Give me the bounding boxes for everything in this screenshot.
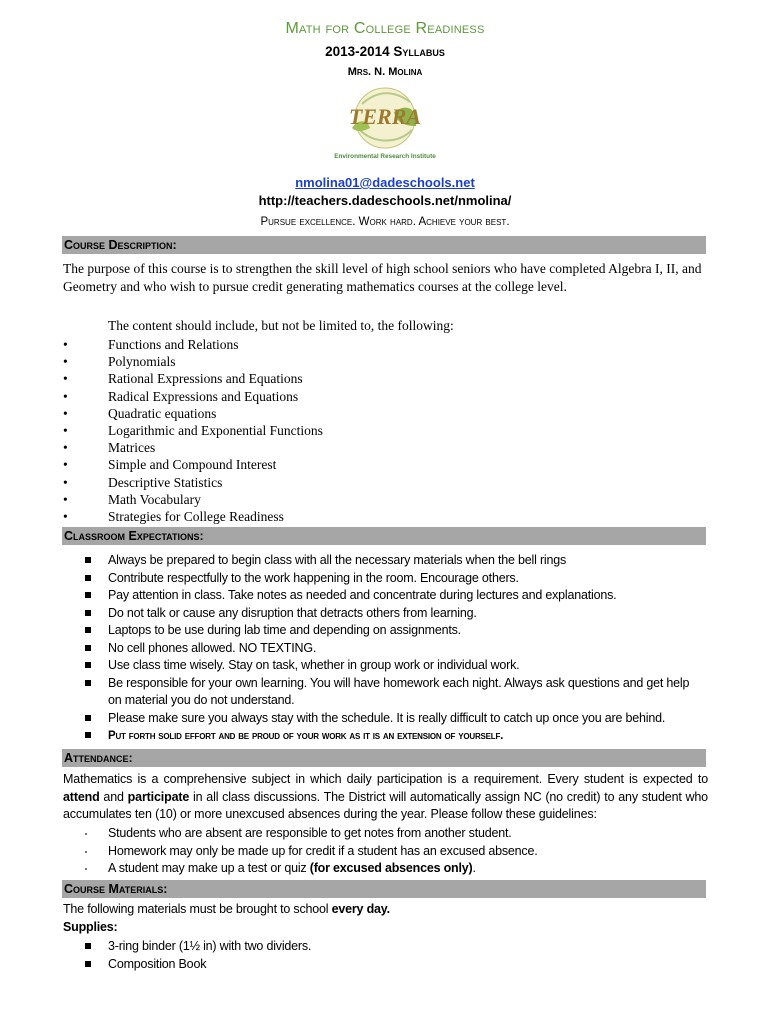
teacher-name: Mrs. N. Molina xyxy=(347,66,423,78)
list-item: 3-ring binder (1½ in) with two dividers. xyxy=(85,937,311,955)
list-item: • Rational Expressions and Equations xyxy=(63,371,303,387)
expectations-list xyxy=(85,552,695,746)
list-item: Put forth solid effort and be proud of your work as it is an extension of yourself. xyxy=(85,727,695,746)
list-item: Use class time wisely. Stay on task, whether in group work or individual work. xyxy=(85,657,695,675)
page-subtitle: 2013-2014 Syllabus xyxy=(325,44,445,59)
list-item: • Radical Expressions and Equations xyxy=(63,388,299,404)
list-item: Always be prepared to begin class with all the necessary materials when the bell rings xyxy=(85,552,695,570)
list-item: Be responsible for your own learning. You will have homework each night. Always ask questions and get help on material you do not understand. xyxy=(85,675,695,710)
list-item: Homework may only be made up for credit if a student has an excused absence. xyxy=(85,843,537,861)
list-item: Composition Book xyxy=(85,955,311,973)
list-item: No cell phones allowed. NO TEXTING. xyxy=(85,640,695,658)
page-title: Math for College Readiness xyxy=(285,20,485,37)
list-item: A student may make up a test or quiz (for excused absences only). xyxy=(85,860,537,878)
list-item: • Simple and Compound Interest xyxy=(63,457,277,473)
section-course-description: Course Description: xyxy=(62,236,706,254)
motto: Pursue excellence. Work hard. Achieve your best. xyxy=(260,216,510,228)
materials-intro: The following materials must be brought to school every day. xyxy=(63,902,390,916)
list-item: Please make sure you always stay with the schedule. It is really difficult to catch up once you are behind. xyxy=(85,710,695,728)
list-item: Laptops to be use during lab time and depending on assignments. xyxy=(85,622,695,640)
list-item: Students who are absent are responsible to get notes from another student. xyxy=(85,825,537,843)
list-item: Do not talk or cause any disruption that detracts others from learning. xyxy=(85,605,695,623)
list-item: • Logarithmic and Exponential Functions xyxy=(63,422,323,438)
website-url[interactable]: http://teachers.dadeschools.net/nmolina/ xyxy=(258,193,512,208)
list-item: • Functions and Relations xyxy=(63,337,239,352)
attendance-guidelines xyxy=(85,825,537,878)
topics-intro: The content should include, but not be limited to, the following: xyxy=(108,318,454,333)
section-course-materials: Course Materials: xyxy=(62,880,706,898)
list-item: • Quadratic equations xyxy=(63,405,217,421)
terra-logo xyxy=(332,82,438,172)
logo-subtext: Environmental Research Institute xyxy=(334,153,436,160)
topics-list xyxy=(63,336,323,525)
list-item: • Descriptive Statistics xyxy=(63,474,223,490)
list-item: • Matrices xyxy=(63,440,156,456)
supplies-list xyxy=(85,937,311,973)
section-classroom-expectations: Classroom Expectations: xyxy=(62,527,706,545)
attendance-text: Mathematics is a comprehensive subject in which daily participation is a requirement. Every student is expected to attend and participate in all class discussions. The District will automatically assign NC (no credit) to any student who accumulates ten (10) or more unexcused absences during the year. Please follow these guidelines: xyxy=(63,772,708,821)
list-item: • Polynomials xyxy=(63,354,176,370)
logo-wordmark: TERRA xyxy=(348,104,422,129)
list-item: Contribute respectfully to the work happening in the room. Encourage others. xyxy=(85,570,695,588)
list-item: Pay attention in class. Take notes as needed and concentrate during lectures and explanations. xyxy=(85,587,695,605)
email-link[interactable]: nmolina01@dadeschools.net xyxy=(295,175,475,190)
course-description-text: The purpose of this course is to strengthen the skill level of high school seniors who have completed Algebra I, II, and Geometry and who wish to pursue credit generating mathematics courses at the college level. xyxy=(63,261,702,294)
list-item: • Math Vocabulary xyxy=(63,491,201,507)
supplies-label: Supplies: xyxy=(63,920,118,934)
list-item: • Strategies for College Readiness xyxy=(63,508,284,524)
section-attendance: Attendance: xyxy=(62,749,706,767)
